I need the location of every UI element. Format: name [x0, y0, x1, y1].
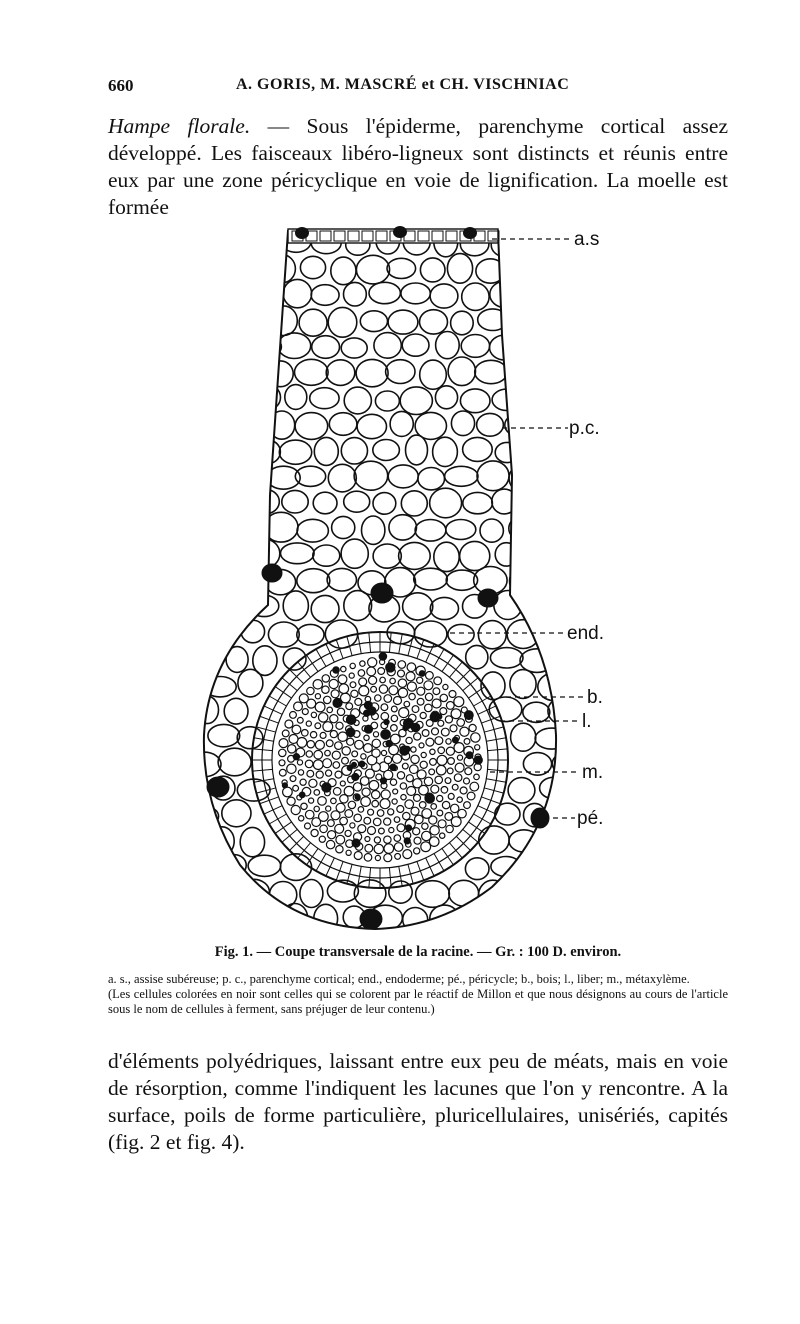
running-head: A. GORIS, M. MASCRÉ et CH. VISCHNIAC	[236, 76, 570, 93]
label-pc: p.c.	[569, 418, 600, 439]
legend-note: (Les cellules colorées en noir sont celles qui se colorent par le réactif de Millon et que nous désignons au cours de l'article sous le nom de cellules à ferment, sans préjuger de leur contenu.)	[108, 987, 728, 1016]
paragraph-text: — Sous l'épiderme, parenchyme cortical assez développé. Les faisceaux libéro-ligneux sont distincts et réunis entre eux par une zone péricyclique en voie de lignification. La moelle est formée	[108, 114, 728, 219]
root-section-drawing	[180, 215, 660, 935]
stele-cells	[279, 658, 482, 862]
figure-labels	[567, 229, 604, 829]
legend-abbreviations: a. s., assise subéreuse; p. c., parenchyme cortical; end., endoderme; pé., péricycle; b., bois; l., liber; m., métaxylème.	[108, 972, 690, 986]
suberous-layer	[288, 226, 499, 243]
label-m: m.	[582, 762, 604, 783]
figure-legend	[108, 972, 728, 1017]
label-l: l.	[582, 711, 592, 732]
label-b: b.	[587, 687, 603, 708]
paragraph-lead: Hampe florale.	[108, 114, 251, 138]
page-header	[108, 76, 728, 100]
root-cross-section-figure	[180, 215, 660, 935]
label-pe: pé.	[577, 808, 604, 829]
paragraph-bottom: d'éléments polyédriques, laissant entre eux peu de méats, mais en voie de résorption, comme l'indiquent les lacunes que l'on y rencontre. A la surface, poils de forme particulière, pluricellulaires, unisériés, capités (fig. 2 et fig. 4).	[108, 1049, 728, 1154]
label-as: a.s	[574, 229, 600, 250]
page-number: 660	[108, 76, 134, 95]
paragraph-top	[108, 113, 728, 221]
label-end: end.	[567, 623, 604, 644]
figure-caption: Fig. 1. — Coupe transversale de la racine. — Gr. : 100 D. environ.	[214, 944, 622, 960]
